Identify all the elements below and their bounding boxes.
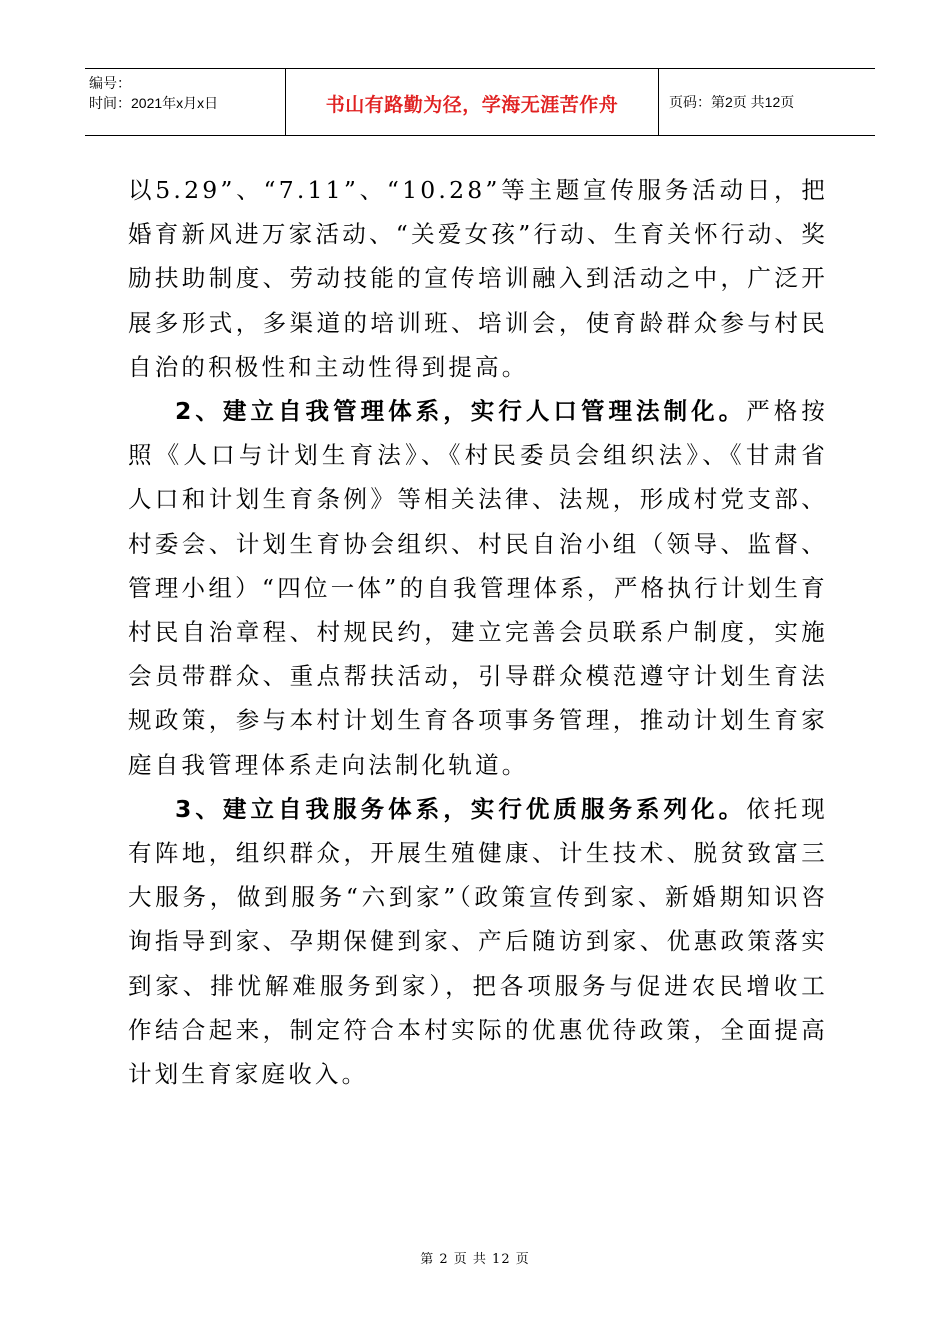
- header-table: [85, 68, 875, 136]
- header-motto-cell: [286, 69, 659, 135]
- paragraph-2: [128, 389, 828, 787]
- document-body: [128, 168, 828, 1096]
- page-footer: 第 2 页 共 12 页: [420, 1252, 530, 1267]
- header-page-cell: [659, 69, 875, 135]
- paragraph-3-heading: 3、建立自我服务体系，实行优质服务系列化。: [175, 794, 747, 823]
- document-time-label: 时间：2021年x月x日: [89, 95, 219, 111]
- header-motto: 书山有路勤为径，学海无涯苦作舟: [325, 93, 619, 116]
- paragraph-2-text: 严格按照《人口与计划生育法》、《村民委员会组织法》、《甘肃省人口和计划生育条例》等相关法律、法规，形成村党支部、村委会、计划生育协会组织、村民自治小组（领导、监督、管理小组）“四位一体”的自我管理体系，严格执行计划生育村民自治章程、村规民约，建立完善会员联系户制度，实施会员带群众、重点帮扶活动，引导群众模范遵守计划生育法规政策，参与本村计划生育各项事务管理，推动计划生育家庭自我管理体系走向法制化轨道。: [128, 397, 828, 779]
- document-number-label: 编号：: [89, 75, 131, 91]
- paragraph-3: [128, 787, 828, 1096]
- header-page-code: 页码：第2页 共12页: [669, 94, 795, 110]
- header-info-cell: [85, 69, 286, 135]
- paragraph-3-text: 依托现有阵地，组织群众，开展生殖健康、计生技术、脱贫致富三大服务，做到服务“六到家”（政策宣传到家、新婚期知识咨询指导到家、孕期保健到家、产后随访到家、优惠政策落实到家、排忧解难服务到家），把各项服务与促进农民增收工作结合起来，制定符合本村实际的优惠优待政策，全面提高计划生育家庭收入。: [128, 794, 828, 1089]
- paragraph-2-heading: 2、建立自我管理体系，实行人口管理法制化。: [175, 397, 747, 426]
- paragraph-1: 以5.29”、“7.11”、“10.28”等主题宣传服务活动日，把婚育新风进万家活动、“关爱女孩”行动、生育关怀行动、奖励扶助制度、劳动技能的宣传培训融入到活动之中，广泛开展多形式，多渠道的培训班、培训会，使育龄群众参与村民自治的积极性和主动性得到提高。: [128, 176, 828, 381]
